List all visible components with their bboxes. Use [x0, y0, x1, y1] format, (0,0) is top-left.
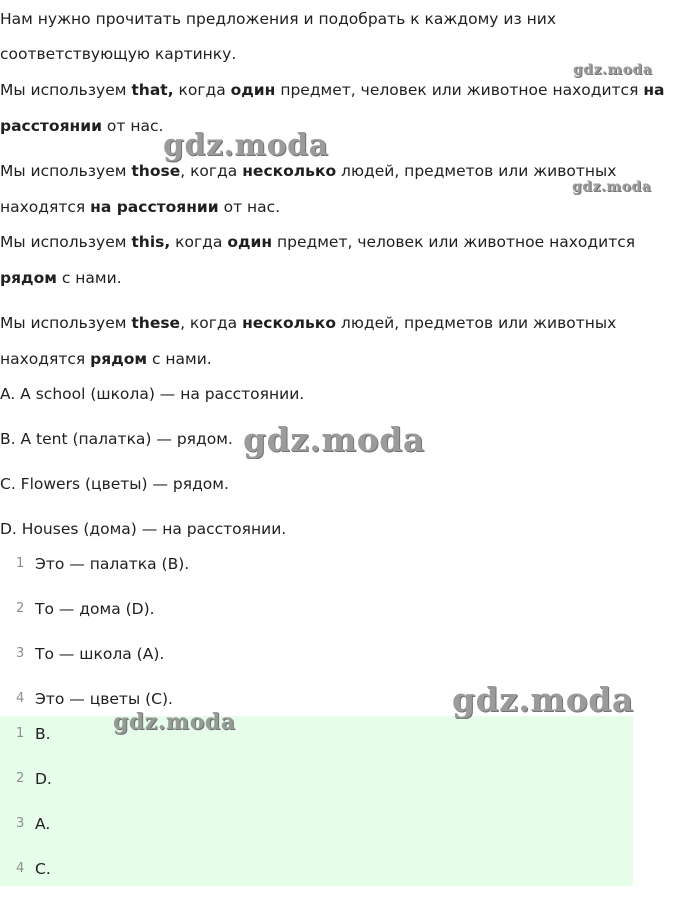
- list-number: 1: [16, 556, 25, 571]
- watermark: gdz.moda: [113, 709, 236, 735]
- list-text: То — школа (A).: [35, 645, 165, 663]
- list-number: 3: [16, 816, 25, 831]
- watermark: gdz.moda: [163, 128, 329, 163]
- rule-that-line-2: расстоянии от нас.: [0, 117, 164, 135]
- list-text: C.: [35, 860, 51, 878]
- list-number: 3: [16, 646, 25, 661]
- rule-those-line-2: находятся на расстоянии от нас.: [0, 198, 281, 216]
- list-number: 4: [16, 861, 25, 876]
- list-text: A.: [35, 815, 51, 833]
- list-text: B.: [35, 725, 51, 743]
- watermark: gdz.moda: [572, 179, 652, 195]
- intro-line-1: Нам нужно прочитать предложения и подобрать к каждому из них: [0, 10, 557, 28]
- watermark: gdz.moda: [452, 680, 634, 719]
- list-text: Это — палатка (B).: [35, 555, 190, 573]
- list-number: 1: [16, 726, 25, 741]
- intro-line-2: соответствующую картинку.: [0, 45, 237, 63]
- list-text: Это — цветы (C).: [35, 690, 173, 708]
- list-number: 4: [16, 691, 25, 706]
- list-text: То — дома (D).: [35, 600, 155, 618]
- watermark: gdz.moda: [243, 420, 425, 459]
- list-number: 2: [16, 601, 25, 616]
- rule-these-line-1: Мы используем these, когда несколько людей, предметов или животных: [0, 314, 617, 332]
- list-number: 2: [16, 771, 25, 786]
- picture-d: D. Houses (дома) — на расстоянии.: [0, 520, 287, 538]
- answer-box: [0, 716, 633, 886]
- rule-that-line-1: Мы используем that, когда один предмет, человек или животное находится на: [0, 81, 665, 99]
- rule-this-line-2: рядом с нами.: [0, 269, 122, 287]
- watermark: gdz.moda: [573, 62, 653, 78]
- list-text: D.: [35, 770, 52, 788]
- picture-b: B. A tent (палатка) — рядом.: [0, 430, 233, 448]
- rule-these-line-2: находятся рядом с нами.: [0, 350, 212, 368]
- rule-those-line-1: Мы используем those, когда несколько людей, предметов или животных: [0, 162, 617, 180]
- picture-c: C. Flowers (цветы) — рядом.: [0, 475, 229, 493]
- picture-a: A. A school (школа) — на расстоянии.: [0, 385, 305, 403]
- rule-this-line-1: Мы используем this, когда один предмет, человек или животное находится: [0, 233, 636, 251]
